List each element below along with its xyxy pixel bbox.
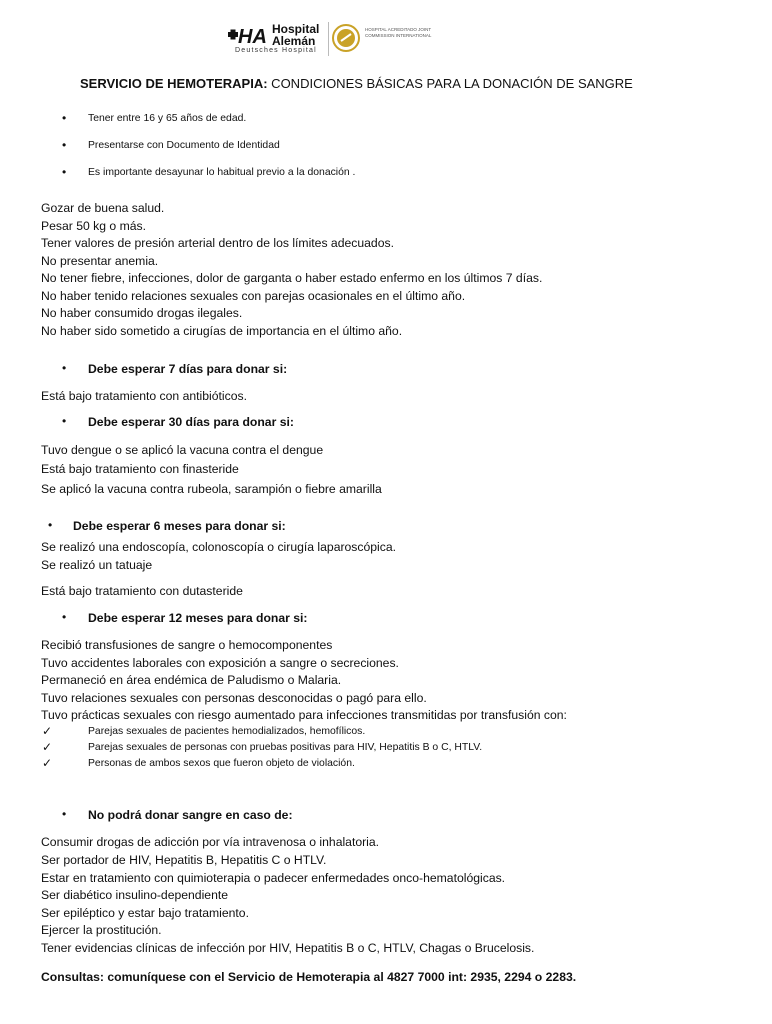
accreditation-seal-icon [332, 24, 360, 52]
condition-line: Ser diabético insulino-dependiente [41, 888, 229, 902]
logo-deutsches-text: Deutsches Hospital [235, 47, 317, 54]
requirement-line: No tener fiebre, infecciones, dolor de garganta o haber estado enfermo en los últimos 7 días. [41, 271, 543, 285]
requirement-line: No haber sido sometido a cirugías de importancia en el último año. [41, 323, 403, 338]
condition-line: Ser epiléptico y estar bajo tratamiento. [41, 906, 249, 920]
condition-line: Permaneció en área endémica de Paludismo o Malaria. [41, 673, 342, 687]
condition-line: Tuvo dengue o se aplicó la vacuna contra el dengue [41, 443, 324, 457]
bullet-icon: • [48, 518, 53, 532]
page-title [80, 76, 633, 91]
ha-logo-icon [226, 24, 274, 46]
condition-line: Estar en tratamiento con quimioterapia o padecer enfermedades onco-hematológicas. [41, 871, 506, 885]
section-heading-6-months: Debe esperar 6 meses para donar si: [73, 519, 286, 533]
bullet-icon: • [62, 414, 67, 428]
accreditation-text: HOSPITAL ACREDITADO JOINT COMMISSION INTERNATIONAL [365, 27, 432, 38]
condition-line: Tener evidencias clínicas de infección por HIV, Hepatitis B o C, HTLV, Chagas o Brucelosis. [41, 941, 535, 955]
logo-aleman-text: Alemán [272, 34, 316, 48]
list-item: Presentarse con Documento de Identidad [88, 140, 280, 151]
bullet-icon: • [62, 807, 67, 821]
section-heading-30-days: Debe esperar 30 días para donar si: [88, 415, 294, 429]
condition-line: Se realizó una endoscopía, colonoscopía o cirugía laparoscópica. [41, 540, 397, 554]
section-heading-cannot-donate: No podrá donar sangre en caso de: [88, 808, 293, 822]
section-heading-12-months: Debe esperar 12 meses para donar si: [88, 611, 308, 625]
check-item: Personas de ambos sexos que fueron objeto de violación. [88, 758, 355, 769]
bullet-icon: • [62, 361, 67, 375]
check-icon: ✓ [42, 724, 53, 738]
condition-line: Consumir drogas de adicción por vía intravenosa o inhalatoria. [41, 835, 380, 849]
bullet-icon: • [62, 165, 67, 179]
list-item: Es importante desayunar lo habitual previo a la donación . [88, 167, 356, 178]
title-bold: SERVICIO DE HEMOTERAPIA: [80, 76, 268, 91]
requirement-line: Pesar 50 kg o más. [41, 218, 146, 233]
condition-line: Está bajo tratamiento con antibióticos. [41, 389, 247, 403]
hospital-logo [226, 22, 446, 58]
condition-line: Ser portador de HIV, Hepatitis B, Hepatitis C o HTLV. [41, 853, 327, 867]
condition-line: Tuvo relaciones sexuales con personas desconocidas o pagó para ello. [41, 690, 427, 705]
requirement-line: No haber consumido drogas ilegales. [41, 306, 243, 320]
bullet-icon: • [62, 138, 67, 152]
logo-hospital-text: Hospital [272, 22, 320, 36]
bullet-icon: • [62, 111, 67, 125]
bullet-icon: • [62, 610, 67, 624]
condition-line: Está bajo tratamiento con dutasteride [41, 584, 243, 598]
condition-line: Se aplicó la vacuna contra rubeola, sarampión o fiebre amarilla [41, 482, 382, 496]
svg-text:HA: HA [238, 26, 267, 46]
check-icon: ✓ [42, 756, 53, 770]
check-item: Parejas sexuales de pacientes hemodializados, hemofílicos. [88, 726, 366, 737]
section-heading-7-days: Debe esperar 7 días para donar si: [88, 362, 288, 376]
requirement-line: Tener valores de presión arterial dentro de los límites adecuados. [41, 236, 394, 250]
contact-footer: Consultas: comuníquese con el Servicio de Hemoterapia al 4827 7000 int: 2935, 2294 o 2283. [41, 970, 577, 984]
list-item: Tener entre 16 y 65 años de edad. [88, 113, 247, 124]
logo-divider [328, 22, 329, 56]
condition-line: Recibió transfusiones de sangre o hemocomponentes [41, 638, 333, 652]
requirement-line: Gozar de buena salud. [41, 201, 165, 215]
check-item: Parejas sexuales de personas con pruebas positivas para HIV, Hepatitis B o C, HTLV. [88, 742, 483, 753]
condition-line: Está bajo tratamiento con finasteride [41, 462, 239, 476]
condition-line: Ejercer la prostitución. [41, 923, 162, 937]
requirement-line: No presentar anemia. [41, 253, 159, 268]
condition-line: Tuvo prácticas sexuales con riesgo aumentado para infecciones transmitidas por transfusión con: [41, 708, 567, 722]
title-rest: CONDICIONES BÁSICAS PARA LA DONACIÓN DE SANGRE [267, 76, 633, 91]
condition-line: Tuvo accidentes laborales con exposición a sangre o secreciones. [41, 655, 399, 670]
condition-line: Se realizó un tatuaje [41, 558, 153, 572]
check-icon: ✓ [42, 740, 53, 754]
requirement-line: No haber tenido relaciones sexuales con parejas ocasionales en el último año. [41, 288, 466, 303]
